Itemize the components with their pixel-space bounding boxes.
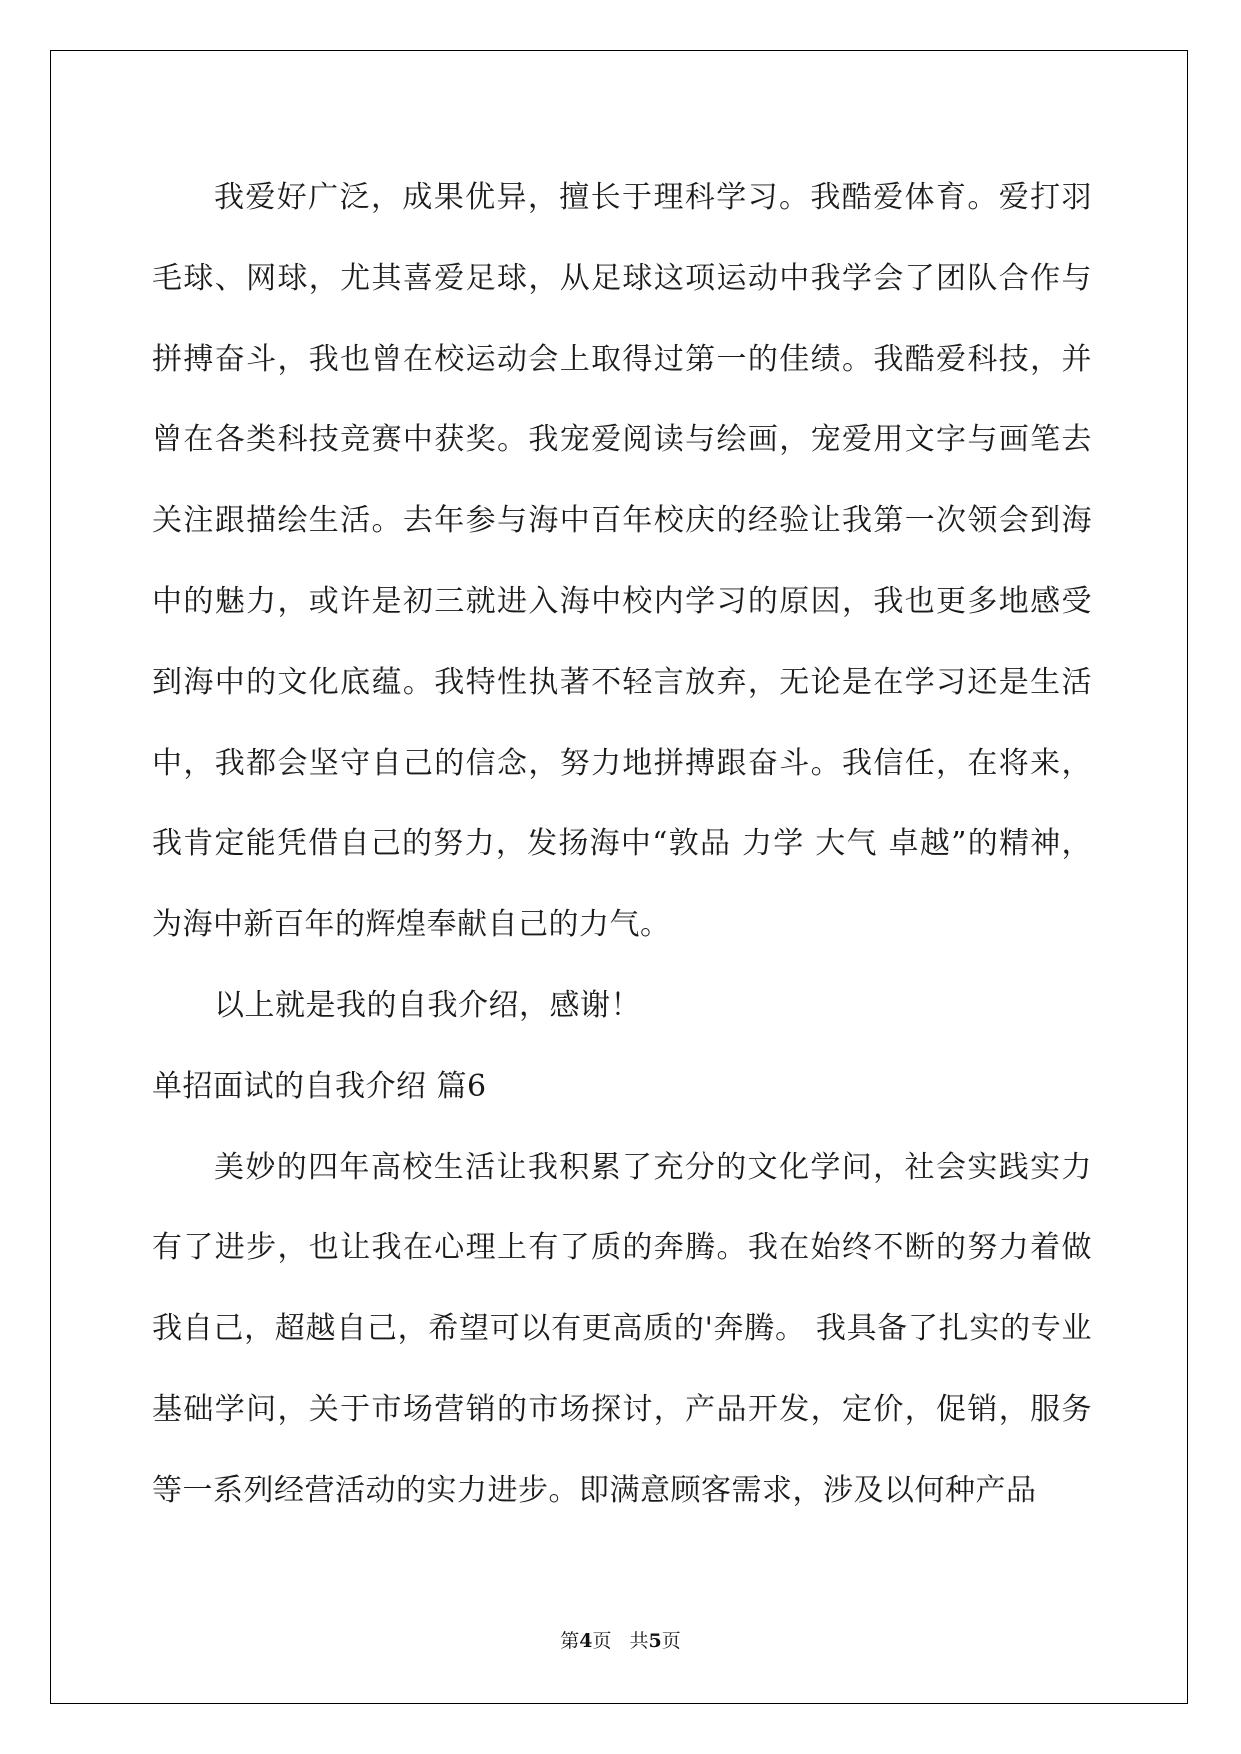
document-body [152,158,1092,1532]
footer-prefix: 第 [560,1630,580,1652]
footer-total-prefix: 共 [629,1630,649,1652]
total-pages-number: 5 [648,1630,662,1652]
current-page-number: 4 [579,1630,593,1652]
paragraph-2: 以上就是我的自我介绍，感谢！ [214,987,641,1023]
page-footer [0,1626,1241,1653]
paragraph-3: 美妙的四年高校生活让我积累了充分的文化学问，社会实践实力有了进步，也让我在心理上有了质的奔腾。我在始终不断的努力着做我自己，超越自己，希望可以有更高质的'奔腾。 我具备了扎实的专业基础学问，关于市场营销的市场探讨，产品开发，定价，促销，服务等一系列经营活动的实力进步。即满意顾客需求，涉及以何种产品 [152,1149,1092,1508]
section-heading: 单招面试的自我介绍 篇6 [152,1068,487,1104]
footer-page-word: 页 [592,1630,612,1652]
paragraph-1: 我爱好广泛，成果优异，擅长于理科学习。我酷爱体育。爱打羽毛球、网球，尤其喜爱足球，从足球这项运动中我学会了团队合作与拼搏奋斗，我也曾在校运动会上取得过第一的佳绩。我酷爱科技，并曾在各类科技竞赛中获奖。我宠爱阅读与绘画，宠爱用文字与画笔去关注跟描绘生活。去年参与海中百年校庆的经验让我第一次领会到海中的魅力，或许是初三就进入海中校内学习的原因，我也更多地感受到海中的文化底蕴。我特性执著不轻言放弃，无论是在学习还是生活中，我都会坚守自己的信念，努力地拼搏跟奋斗。我信任，在将来，我肯定能凭借自己的努力，发扬海中“敦品 力学 大气 卓越”的精神，为海中新百年的辉煌奉献自己的力气。 [152,180,1092,943]
footer-total-suffix: 页 [661,1630,681,1652]
